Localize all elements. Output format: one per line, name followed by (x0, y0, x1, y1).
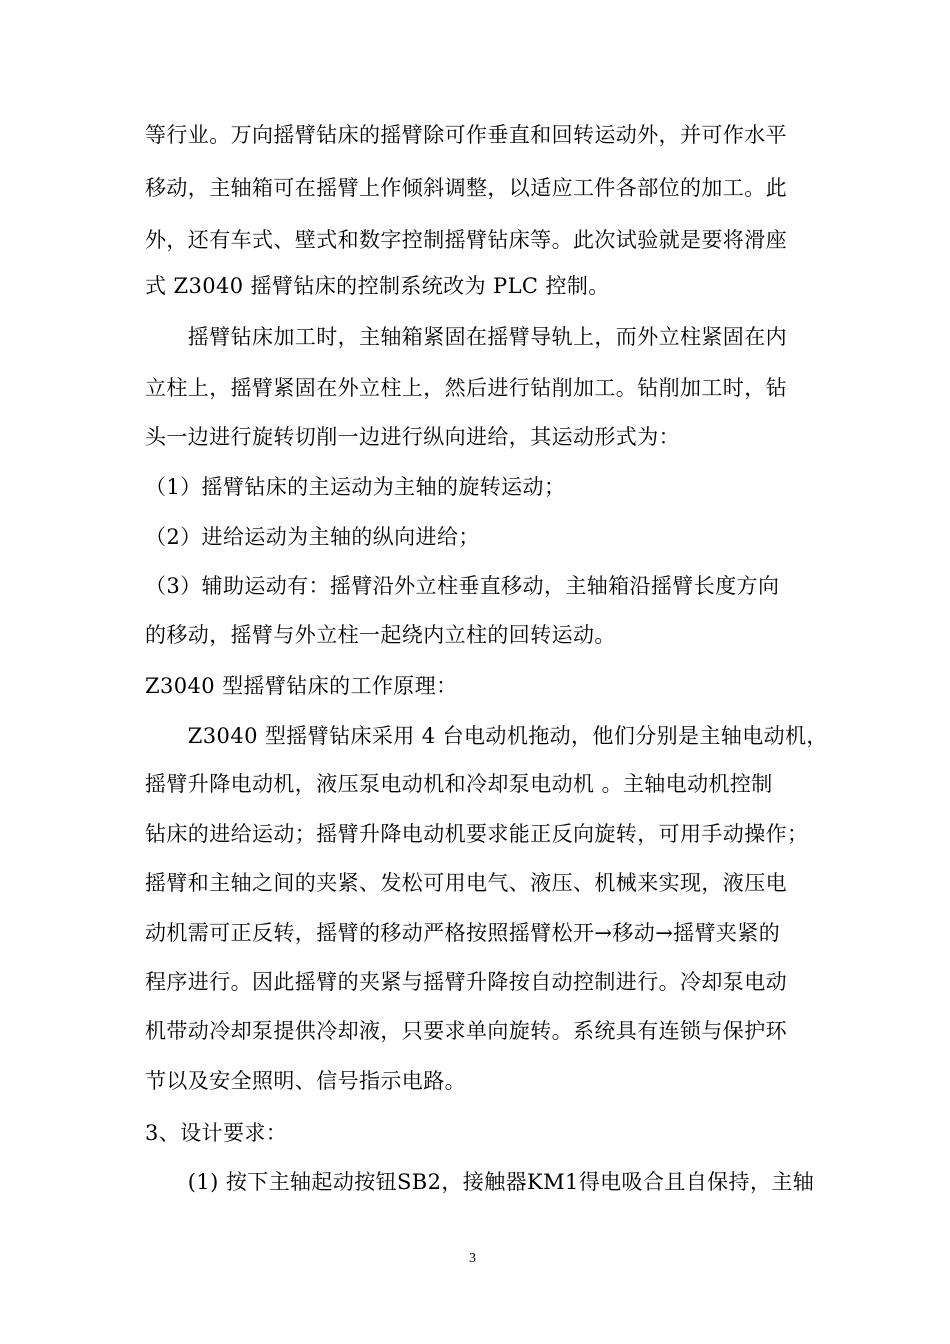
body-text-line: 摇臂和主轴之间的夹紧、发松可用电气、液压、机械来实现，液压电 (145, 871, 787, 895)
body-text-line: 外，还有车式、壁式和数字控制摇臂钻床等。此次试验就是要将滑座 (145, 228, 787, 252)
body-text-line: 等行业。万向摇臂钻床的摇臂除可作垂直和回转运动外，并可作水平 (145, 123, 787, 147)
body-text-line: 移动，主轴箱可在摇臂上作倾斜调整，以适应工件各部位的加工。此 (145, 176, 787, 200)
page-number: 3 (469, 1251, 476, 1266)
body-text-line: 节以及安全照明、信号指示电路。 (145, 1069, 466, 1093)
list-item: （2）进给运动为主轴的纵向进给； (145, 525, 480, 549)
body-text-line: 摇臂钻床加工时，主轴箱紧固在摇臂导轨上，而外立柱紧固在内 (145, 325, 787, 349)
body-text-line: 动机需可正反转，摇臂的移动严格按照摇臂松开→移动→摇臂夹紧的 (145, 921, 781, 945)
list-item: （3）辅助运动有：摇臂沿外立柱垂直移动，主轴箱沿摇臂长度方向 (145, 574, 780, 598)
section-heading: 3、设计要求： (145, 1121, 288, 1145)
body-text-line: 程序进行。因此摇臂的夹紧与摇臂升降按自动控制进行。冷却泵电动 (145, 970, 787, 994)
body-text-line: 立柱上，摇臂紧固在外立柱上，然后进行钻削加工。钻削加工时，钻 (145, 376, 787, 400)
section-heading: Z3040 型摇臂钻床的工作原理： (145, 674, 458, 698)
body-text-line: 式 Z3040 摇臂钻床的控制系统改为 PLC 控制。 (145, 274, 610, 298)
body-text-line: 摇臂升降电动机，液压泵电动机和冷却泵电动机 。主轴电动机控制 (145, 772, 773, 796)
body-text-line: 机带动冷却泵提供冷却液，只要求单向旋转。系统具有连锁与保护环 (145, 1019, 787, 1043)
body-text-line: 的移动，摇臂与外立柱一起绕内立柱的回转运动。 (145, 623, 616, 647)
body-text-line: (1) 按下主轴起动按钮SB2，接触器KM1得电吸合且自保持，主轴 (145, 1170, 815, 1194)
body-text-line: Z3040 型摇臂钻床采用 4 台电动机拖动，他们分别是主轴电动机， (145, 724, 828, 748)
list-item: （1）摇臂钻床的主运动为主轴的旋转运动； (145, 475, 566, 499)
body-text-line: 钻床的进给运动；摇臂升降电动机要求能正反向旋转，可用手动操作； (145, 822, 809, 846)
body-text-line: 头一边进行旋转切削一边进行纵向进给，其运动形式为： (145, 425, 680, 449)
